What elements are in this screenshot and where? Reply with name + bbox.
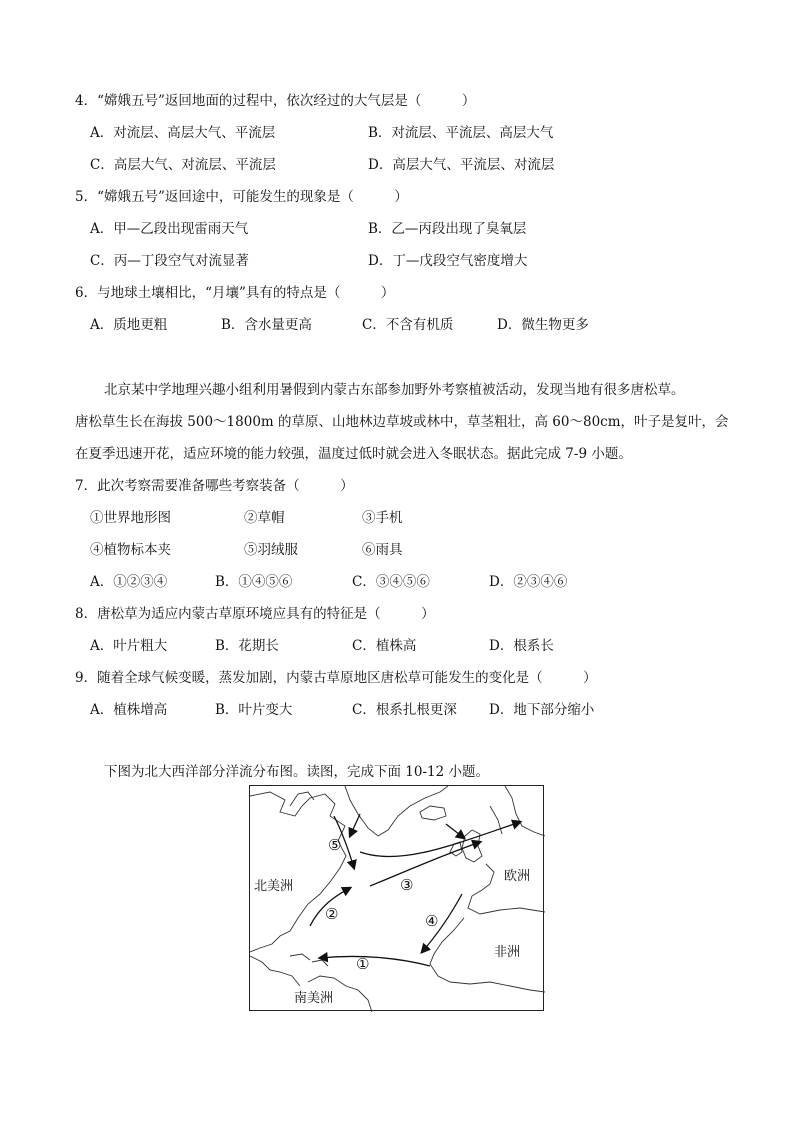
question-7-option-a[interactable]: A．①②③④ (90, 574, 168, 590)
label-south-america: 南美洲 (294, 991, 334, 1006)
current-label-5: ⑤ (328, 836, 342, 854)
label-europe: 欧洲 (504, 869, 531, 884)
current-1-arrow (320, 956, 430, 966)
question-7-item-4: ④植物标本夹 (90, 542, 171, 558)
question-9-option-b[interactable]: B．叶片变大 (215, 702, 293, 718)
question-4-option-a[interactable]: A．对流层、高层大气、平流层 (90, 125, 276, 141)
question-9-option-a[interactable]: A．植株增高 (90, 702, 168, 718)
question-4-option-c[interactable]: C．高层大气、对流层、平流层 (90, 157, 276, 173)
question-6-option-a[interactable]: A．质地更粗 (90, 317, 168, 333)
map-intro-text: 下图为北大西洋部分洋流分布图。读图，完成下面 10-12 小题。 (104, 764, 489, 780)
question-7-option-d[interactable]: D．②③④⑥ (489, 574, 568, 590)
question-5-stem: 5．“嫦娥五号”返回途中，可能发生的现象是（ ） (75, 189, 408, 205)
context-paragraph-line-1: 北京某中学地理兴趣小组利用暑假到内蒙古东部参加野外考察植被活动，发现当地有很多唐松草。 (104, 382, 685, 398)
question-8-option-a[interactable]: A．叶片粗大 (90, 638, 168, 654)
current-label-2: ② (325, 905, 339, 923)
question-5-option-c[interactable]: C．丙—丁段空气对流显著 (90, 253, 249, 269)
current-label-4: ④ (425, 912, 439, 930)
context-paragraph-line-3: 在夏季迅速开花，适应环境的能力较强，温度过低时就会进入冬眠状态。据此完成 7-9 小题。 (75, 446, 632, 462)
label-africa: 非洲 (494, 945, 521, 960)
question-5-option-d[interactable]: D．丁—戊段空气密度增大 (368, 253, 528, 269)
question-6-stem: 6．与地球土壤相比，“月壤”具有的特点是（ ） (75, 285, 395, 301)
question-7-item-3: ③手机 (362, 510, 403, 526)
question-5-option-b[interactable]: B．乙—丙段出现了臭氧层 (368, 221, 527, 237)
question-7-stem: 7．此次考察需要准备哪些考察装备（ ） (75, 478, 354, 494)
question-8-option-c[interactable]: C．植株高 (352, 638, 417, 654)
question-8-stem: 8．唐松草为适应内蒙古草原环境应具有的特征是（ ） (75, 606, 435, 622)
norway-arrow (446, 824, 464, 838)
question-7-item-1: ①世界地形图 (90, 510, 171, 526)
north-atlantic-currents-map (249, 785, 544, 1011)
question-7-item-5: ⑤羽绒服 (244, 542, 298, 558)
east-greenland-arrow (350, 814, 360, 836)
label-north-america: 北美洲 (254, 879, 294, 894)
question-9-option-d[interactable]: D．地下部分缩小 (489, 702, 595, 718)
question-6-option-c[interactable]: C．不含有机质 (362, 317, 454, 333)
question-6-option-d[interactable]: D．微生物更多 (497, 317, 589, 333)
question-7-option-b[interactable]: B．①④⑤⑥ (215, 574, 293, 590)
question-4-stem: 4．“嫦娥五号”返回地面的过程中，依次经过的大气层是（ ） (75, 93, 476, 109)
question-6-option-b[interactable]: B．含水量更高 (221, 317, 312, 333)
question-7-item-2: ②草帽 (244, 510, 285, 526)
question-7-item-6: ⑥雨具 (362, 542, 403, 558)
question-7-option-c[interactable]: C．③④⑤⑥ (352, 574, 430, 590)
context-paragraph-line-2: 唐松草生长在海拔 500～1800m 的草原、山地林边草坡或林中，草茎粗壮，高 60～80cm，叶子是复叶，会 (75, 414, 729, 430)
north-atlantic-drift-arrow (360, 822, 520, 857)
question-8-option-b[interactable]: B．花期长 (215, 638, 279, 654)
question-5-option-a[interactable]: A．甲—乙段出现雷雨天气 (90, 221, 249, 237)
coastlines (250, 786, 545, 1012)
question-8-option-d[interactable]: D．根系长 (489, 638, 554, 654)
current-3-arrow (370, 842, 480, 886)
question-4-option-d[interactable]: D．高层大气、平流层、对流层 (368, 157, 555, 173)
map-drawing (250, 786, 545, 1012)
question-9-option-c[interactable]: C．根系扎根更深 (352, 702, 457, 718)
ocean-currents (310, 814, 520, 966)
question-4-option-b[interactable]: B．对流层、平流层、高层大气 (368, 125, 554, 141)
current-label-1: ① (356, 955, 370, 973)
question-9-stem: 9．随着全球气候变暖，蒸发加剧，内蒙古草原地区唐松草可能发生的变化是（ ） (75, 670, 597, 686)
current-label-3: ③ (400, 876, 414, 894)
